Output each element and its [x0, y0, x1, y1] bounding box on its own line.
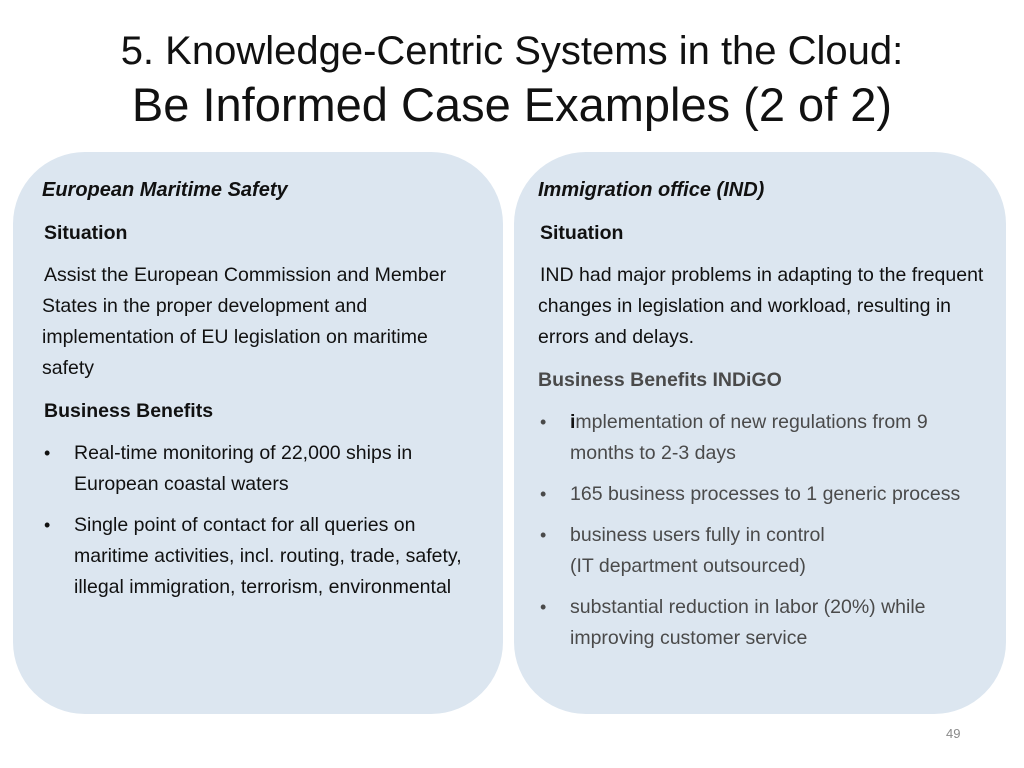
right-benefit-1-text: mplementation of new regulations from 9 months to 2-3 days [570, 411, 928, 464]
list-item [42, 510, 485, 603]
bullet-icon: • [540, 484, 547, 504]
bullet-icon: • [540, 525, 547, 545]
list-item [538, 407, 992, 469]
right-case-panel [514, 152, 1006, 714]
right-situation-text: IND had major problems in adapting to the frequent changes in legislation and workload, resulting in errors and delays. [538, 264, 984, 348]
right-situation-label: Situation [540, 222, 624, 244]
list-item [538, 520, 992, 582]
bullet-icon: • [44, 443, 51, 463]
list-item [42, 438, 485, 500]
slide-title-line1: 5. Knowledge-Centric Systems in the Cloud: [120, 29, 904, 73]
bullet-icon: • [540, 412, 547, 432]
slide-title [0, 26, 1024, 134]
right-panel-heading: Immigration office (IND) [538, 179, 765, 201]
left-case-panel [13, 152, 503, 714]
left-benefits-list [42, 438, 485, 603]
right-benefit-3-line1: business users fully in control [570, 524, 825, 546]
page-number: 49 [946, 726, 961, 741]
bullet-icon: • [44, 515, 51, 535]
left-benefit-2: Single point of contact for all queries on maritime activities, incl. routing, trade, safety, illegal immigration, terrorism, environmental [74, 514, 462, 598]
right-benefit-2: 165 business processes to 1 generic process [570, 483, 961, 505]
right-benefit-4: substantial reduction in labor (20%) while improving customer service [570, 596, 926, 649]
left-situation-label: Situation [44, 222, 128, 244]
right-benefit-1-lead: i [570, 411, 576, 433]
left-benefit-1: Real-time monitoring of 22,000 ships in European coastal waters [74, 442, 413, 495]
slide-title-line2: Be Informed Case Examples (2 of 2) [131, 78, 893, 131]
left-panel-heading: European Maritime Safety [42, 179, 288, 201]
list-item [538, 479, 992, 510]
right-benefit-3-line2: (IT department outsourced) [570, 555, 806, 577]
left-situation-text: Assist the European Commission and Member States in the proper development and implementation of EU legislation on maritime safety [42, 264, 447, 379]
right-benefits-list [538, 407, 992, 654]
right-benefits-label: Business Benefits INDiGO [538, 369, 782, 391]
list-item [538, 592, 992, 654]
left-benefits-label: Business Benefits [44, 400, 214, 422]
bullet-icon: • [540, 597, 547, 617]
